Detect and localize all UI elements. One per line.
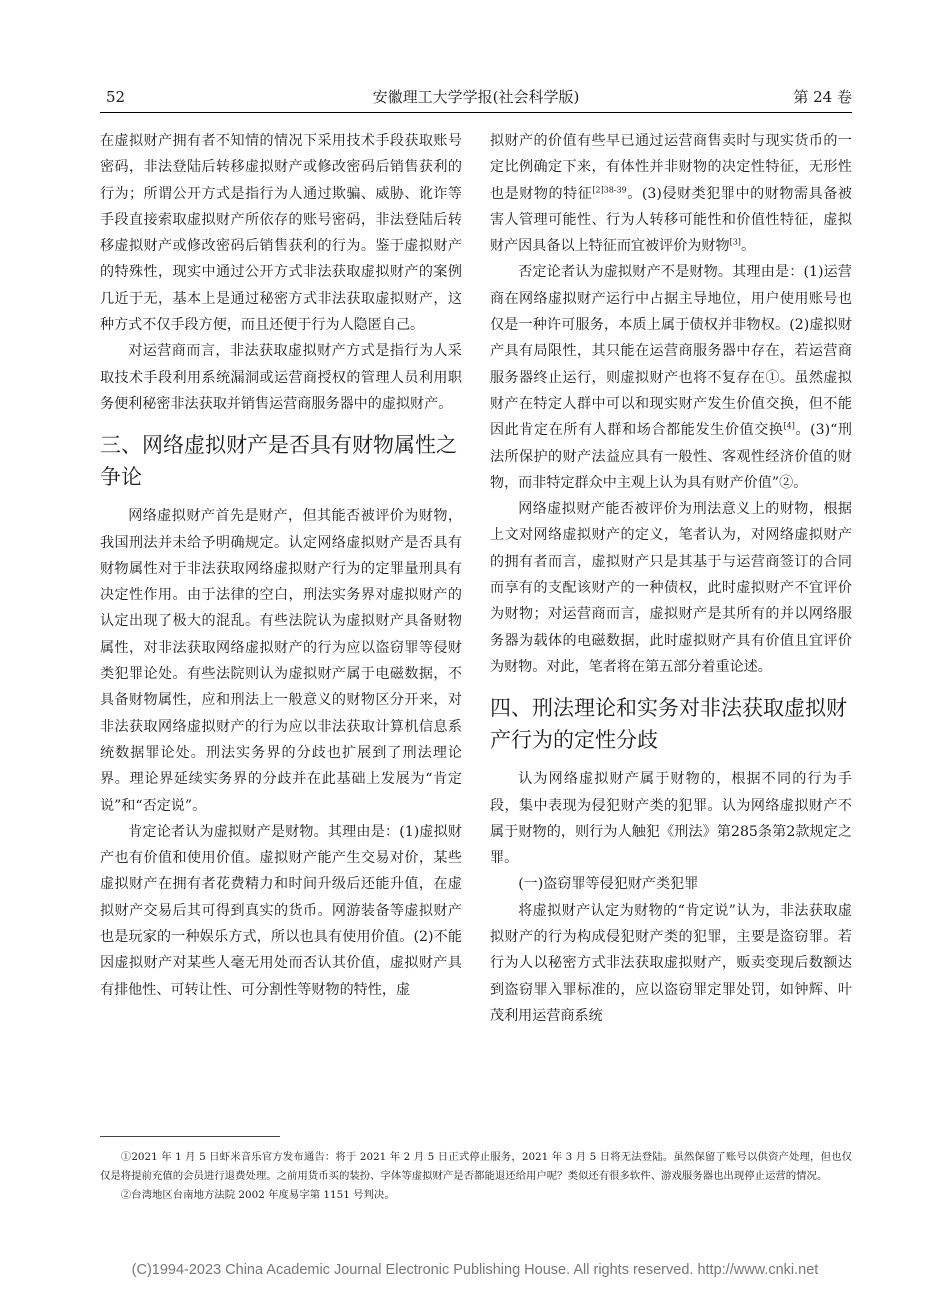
- right-column: [490, 128, 852, 1029]
- paragraph: 肯定论者认为虚拟财产是财物。其理由是：(1)虚拟财产也有价值和使用价值。虚拟财产能产生交易对价，某些虚拟财产在拥有者花费精力和时间升级后还能升值，在虚拟财产交易后其可得到真实的货币。网游装备等虚拟财产也是玩家的一种娱乐方式，所以也具有使用价值。(2)不能因虚拟财产对某些人毫无用处而否认其价值，虚拟财产具有排他性、可转让性、可分割性等财物的特性，虚: [100, 823, 462, 998]
- text-run: 拟财产的价值有些早已通过运营商售卖时与现实货币的一定比例确定下来，有体性并非财物的决定性特征，无形性也是财物的特征: [490, 133, 852, 202]
- text-run: 。(3)侵财类犯罪中的财物需具备被害人管理可能性、行为人转移可能性和价值性特征，虚拟财产因具备以上特征而宜被评价为财物: [490, 185, 853, 255]
- paragraph: [490, 259, 852, 496]
- footnote-rule: [100, 1136, 280, 1137]
- citation: [3]: [729, 237, 741, 247]
- footnotes: [100, 1148, 852, 1205]
- citation: [2]38-39: [592, 184, 627, 194]
- paragraph: 对运营商而言，非法获取虚拟财产方式是指行为人采取技术手段利用系统漏洞或运营商授权的管理人员利用职务便利秘密非法获取并销售运营商服务器中的虚拟财产。: [100, 343, 462, 412]
- section-heading: 三、网络虚拟财产是否具有财物属性之争论: [100, 433, 457, 490]
- running-header: [100, 84, 852, 110]
- footnote: ②台湾地区台南地方法院 2002 年度易字第 1151 号判决。: [120, 1189, 395, 1201]
- text-run: 否定论者认为虚拟财产不是财物。其理由是：(1)运营商在网络虚拟财产运行中占据主导地位，用户使用账号也仅是一种许可服务，本质上属于债权并非物权。(2)虚拟财产具有局限性，其只能在运营商服务器中存在，若运营商服务器终止运行，则虚拟财产也将不复存在①。虽然虚拟财产在特定人群中可以和现实财产发生价值交换，但不能因此肯定在所有人群和场合都能发生价值交换: [490, 264, 852, 439]
- page-number: 52: [106, 88, 126, 106]
- paragraph: 在虚拟财产拥有者不知情的情况下采用技术手段获取账号密码，非法登陆后转移虚拟财产或修改密码后销售获利的行为；所谓公开方式是指行为人通过欺骗、威胁、讹诈等手段直接索取虚拟财产所依存的账号密码，非法登陆后转移虚拟财产或修改密码后销售获利的行为。鉴于虚拟财产的特殊性，现实中通过公开方式非法获取虚拟财产的案例几近于无，基本上是通过秘密方式非法获取虚拟财产，这种方式不仅手段方便，而且还便于行为人隐匿自己。: [100, 133, 462, 334]
- footnote: ①2021 年 1 月 5 日虾米音乐官方发布通告：将于 2021 年 2 月 5 日正式停止服务，2021 年 3 月 5 日将无法登陆。虽然保留了账号以供资产处理，但也仅仅是将提前充值的会员进行退费处理。之前用货币买的装扮、字体等虚拟财产是否都能退还给用户呢？类似还有很多软件、游戏服务器也出现停止运营的情况。: [100, 1151, 852, 1182]
- text-run: 。(3)“刑法所保护的财产法益应具有一般性、客观性经济价值的财物，而非特定群众中主观上认为具有财产价值”②。: [490, 422, 852, 491]
- citation: [4]: [783, 421, 795, 431]
- paragraph: 网络虚拟财产能否被评价为刑法意义上的财物，根据上文对网络虚拟财产的定义，笔者认为，对网络虚拟财产的拥有者而言，虚拟财产只是其基于与运营商签订的合同而享有的支配该财产的一种债权，此时虚拟财产不宜评价为财物；对运营商而言，虚拟财产是其所有的并以网络服务器为载体的电磁数据，此时虚拟财产具有价值且宜评价为财物。对此，笔者将在第五部分着重论述。: [490, 501, 852, 675]
- header-rule: [100, 112, 852, 113]
- journal-title: 安徽理工大学学报(社会科学版): [372, 88, 580, 106]
- text-run: 。: [740, 238, 756, 255]
- left-column: [100, 128, 462, 1003]
- section-heading: 四、刑法理论和实务对非法获取虚拟财产行为的定性分歧: [490, 696, 847, 753]
- copyright-line: (C)1994-2023 China Academic Journal Electronic Publishing House. All rights reserved. http://www.cnki.net: [131, 1262, 819, 1278]
- paragraph: 网络虚拟财产首先是财产，但其能否被评价为财物，我国刑法并未给予明确规定。认定网络虚拟财产是否具有财物属性对于非法获取网络虚拟财产行为的定罪量刑具有决定性作用。由于法律的空白，刑法实务界对虚拟财产的认定出现了极大的混乱。有些法院认为虚拟财产具备财物属性，对非法获取网络虚拟财产的行为应以盗窃罪等侵财类犯罪论处。有些法院则认为虚拟财产属于电磁数据，不具备财物属性，应和刑法上一般意义的财物区分开来，对非法获取网络虚拟财产的行为应以非法获取计算机信息系统数据罪论处。刑法实务界的分歧也扩展到了刑法理论界。理论界延续实务界的分歧并在此基础上发展为“肯定说”和“否定说”。: [100, 508, 462, 814]
- paragraph: [490, 128, 852, 259]
- subsection-heading: (一)盗窃罪等侵犯财产类犯罪: [518, 876, 699, 893]
- paragraph: 将虚拟财产认定为财物的“肯定说”认为，非法获取虚拟财产的行为构成侵犯财产类的犯罪，主要是盗窃罪。若行为人以秘密方式非法获取虚拟财产，贩卖变现后数额达到盗窃罪入罪标准的，应以盗窃罪定罪处罚，如钟辉、叶茂利用运营商系统: [490, 902, 852, 1024]
- paragraph: 认为网络虚拟财产属于财物的，根据不同的行为手段，集中表现为侵犯财产类的犯罪。认为网络虚拟财产不属于财物的，则行为人触犯《刑法》第285条第2款规定之罪。: [490, 771, 852, 867]
- volume-label: 第 24 卷: [793, 88, 852, 106]
